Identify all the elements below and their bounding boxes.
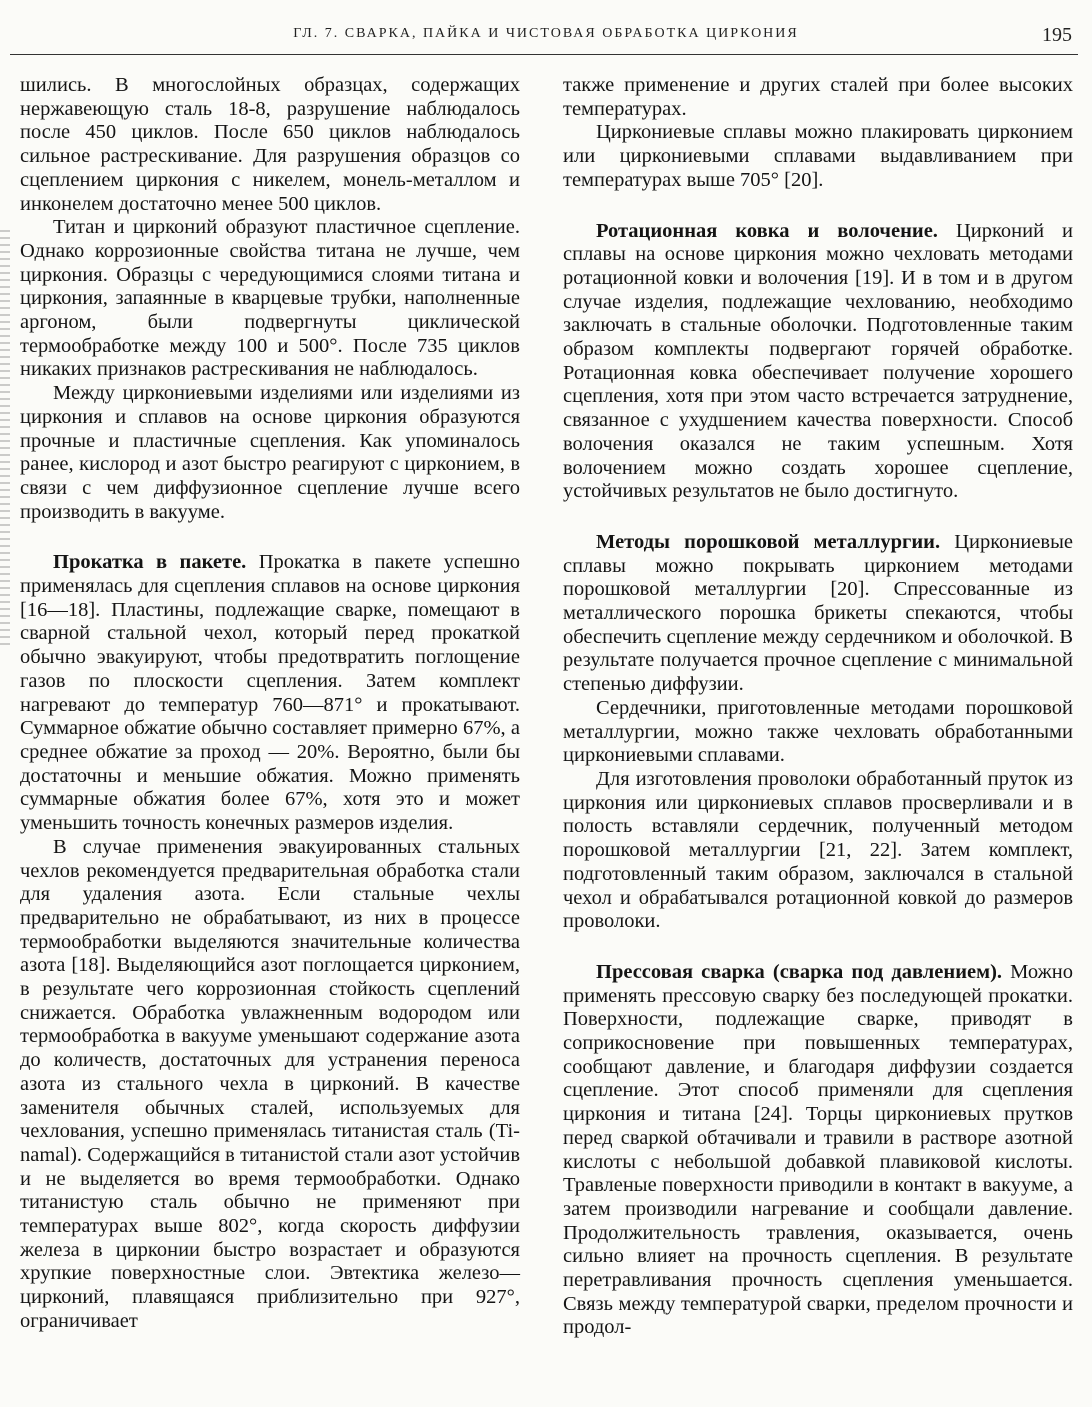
section-heading-rolling: Прокатка в пакете. [53, 551, 247, 574]
section-powder [563, 531, 1073, 697]
section-rolling [20, 551, 520, 835]
paragraph: шились. В многослойных образцах, содержащих нержавеющую сталь 18-8, разрушение наблюдалось после 450 циклов. После 650 циклов наблюдалось сильное растрескивание. Для разрушения образцов со сцеплением циркония с никелем, монель-металлом и инконелем достаточно менее 500 циклов. [20, 74, 520, 215]
section-text: Прокатка в пакете успешно применялась для сцепления сплавов на основе циркония [16—18]. Пластины, подлежащие сварке, помещают в сварной стальной чехол, который перед прокаткой обычно эвакуируют, чтобы предотвратить поглощение газов по плоскости сцепления. Затем комплект нагревают до температур 760—871° и прокатывают. Суммарное обжатие обычно составляет примерно 67%, а среднее обжатие за проход — 20%. Вероятно, были бы достаточны и меньшие обжатия. Можно применять суммарные обжатия более 67%, хотя это и может уменьшить точность конечных размеров изделия. [20, 551, 520, 835]
section-rotary [563, 220, 1073, 504]
page-number: 195 [1042, 24, 1072, 46]
paragraph: Между циркониевыми изделиями или изделиями из циркония и сплавов на основе циркония образуются прочные и пластичные сцепления. Как упоминалось ранее, кислород и азот быстро реагируют с цирконием, в связи с чем диффузионное сцепление лучше всего производить в вакууме. [20, 382, 520, 523]
section-text: Цирконий и сплавы на основе циркония можно чехловать методами ротационной ковки и волочения [19]. И в том и в другом случае изделия, подлежащие чехлованию, необходимо заключать в стальные оболочки. Подготовленные таким образом комплекты подвергают горячей обработке. Ротационная ковка обеспечивает получение хорошего сцепления, хотя при этом часто встречается затруднение, связанное с ухудшением качества поверхности. Способ волочения оказался не таким успешным. Хотя волочением можно создать хорошее сцепление, устойчивых результатов не было достигнуто. [563, 219, 1074, 503]
section-heading-powder: Методы порошковой металлургии. [596, 530, 941, 553]
paragraph: В случае применения эвакуированных стальных чехлов рекомендуется предварительная обработка стали для удаления азота. Если стальные чехлы предварительно не обрабатывают, из них в процессе термообработки выделяются значительные количества азота [18]. Выделяющийся азот поглощается цирконием, в результате чего коррозионная стойкость сцеплений снижается. Обработка увлажненным водородом или термообработка в вакууме уменьшают содержание азота до количеств, достаточных для устранения переноса азота из стального чехла в цирконий. В качестве заменителя обычных сталей, используемых для чехлования, успешно применялась титанистая сталь (Ti-namal). Содержащийся в титанистой стали азот устойчив и не выделяется во время термообработки. Однако титанистую сталь обычно не применяют при температурах выше 802°, когда скорость диффузии железа в цирконии быстро возрастает и образуются хрупкие поверхностные слои. Эвтектика железо—цирконий, плавящаяся приблизительно при 927°, ограничивает [20, 835, 520, 1332]
paragraph: Циркониевые сплавы можно плакировать цирконием или циркониевыми сплавами выдавливанием при температурах выше 705° [20]. [563, 121, 1073, 191]
section-heading-rotary: Ротационная ковка и волочение. [596, 219, 938, 242]
right-column [563, 74, 1073, 1340]
paragraph: также применение и других сталей при более высоких температурах. [563, 74, 1073, 120]
paragraph: Для изготовления проволоки обработанный пруток из циркония или циркониевых сплавов просверливали и в полость вставляли сердечник, полученный методом порошковой металлургии [21, 22]. Затем комплект, подготовленный таким образом, заключался в стальной чехол и обрабатывался ротационной ковкой до размеров проволоки. [563, 767, 1073, 933]
section-press [563, 961, 1073, 1340]
section-text: Циркониевые сплавы можно покрывать цирконием методами порошковой металлургии [20]. Спрессованные из металлического порошка брикеты спекаются, чтобы обеспечить сцепление между сердечником и оболочкой. В результате получается прочное сцепление с минимальной степенью диффузии. [563, 530, 1073, 696]
section-heading-press: Прессовая сварка (сварка под давлением). [596, 960, 1003, 983]
running-title: ГЛ. 7. СВАРКА, ПАЙКА И ЧИСТОВАЯ ОБРАБОТКА ЦИРКОНИЯ [293, 26, 799, 41]
left-column [20, 74, 520, 1334]
header-rule [10, 54, 1078, 55]
running-header [0, 26, 1092, 56]
scan-margin-artifact [0, 230, 10, 650]
paragraph: Сердечники, приготовленные методами порошковой металлургии, можно также чехловать обработанными циркониевыми сплавами. [563, 696, 1073, 767]
section-text: Можно применять прессовую сварку без последующей прокатки. Поверхности, подлежащие сварке, приводят в соприкосновение при повышенных температурах, сообщают давление, и благодаря диффузии создается сцепление. Этот способ применяли для сцепления циркония и титана [24]. Торцы циркониевых прутков перед сваркой обтачивали и травили в растворе азотной кислоты с небольшой добавкой плавиковой кислоты. Травленые поверхности приводили в контакт в вакууме, а затем производили нагревание и сообщали давление. Продолжительность травления, оказывается, очень сильно влияет на прочность сцепления. В результате перетравливания прочность сцепления уменьшается. Связь между температурой сварки, пределом прочности и продол- [563, 960, 1074, 1339]
paragraph: Титан и цирконий образуют пластичное сцепление. Однако коррозионные свойства титана не лучше, чем циркония. Образцы с чередующимися слоями титана и циркония, запаянные в кварцевые трубки, наполненные аргоном, были подвергнуты циклической термообработке между 100 и 500°. После 735 циклов никаких признаков растрескивания не наблюдалось. [20, 216, 520, 381]
